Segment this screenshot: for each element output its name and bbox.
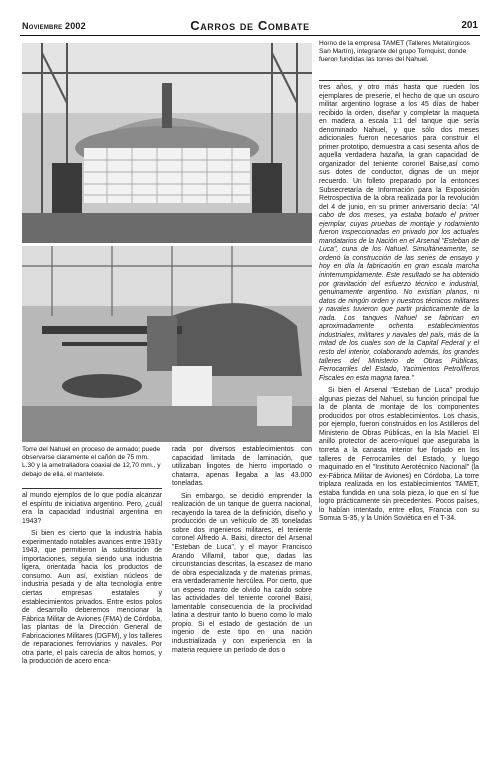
- paragraph: [319, 84, 479, 383]
- magazine-title: Carros de Combate: [190, 18, 310, 33]
- paragraph: al mundo ejemplos de lo que podía alcanzar el espíritu de iniciativa argentino. Pero, ¿cuál era la capacidad industrial argentina en 1943?: [22, 492, 162, 525]
- quote-text: "Al cabo de dos meses, ya estaba botado el primer ejemplar, cuyas pruebas de montaje y rodamiento fueron inspeccionadas en privado por los actuales mandatarios de la Nación en el Arsenal "Esteban de Luca", cuna de los Nahuel. Simultáneamente, se ordenó la construcción de las series de ensayo y hoy en día la fabricación en gran escala marcha ininterrumpidamente. Este resultado se ha obtenido por gravitación del esfuerzo técnico e industrial, genuinamente argentino. No existían planos, ni datos de ningún orden y nuestros técnicos militares y navales tuvieron que partir prácticamente de la nada. Los tanques Nahuel se fabrican en aproximadamente ochenta establecimientos industriales, militares y navales del país, más de la mitad de los cuales son de la Capital Federal y el resto del interior, colaborando además, los grandes talleres del Ministerio de Obras Públicas, Ferrocarriles del Estado, Yacimientos Petrolíferos Fiscales en esta magna tarea.": [319, 203, 480, 382]
- paragraph: Si bien el Arsenal "Esteban de Luca" produjo algunas piezas del Nahuel, su función principal fue la de planta de montaje de los componentes producidos por otros establecimientos. Los chasis, por ejemplo, fueron construidos en los Astilleros del Ministerio de Obras Públicas, en la Isla Maciel. El anillo protector de acero-níquel que aseguraba la torreta a la canasta interior fue forjado en los talleres de Ferrocarriles del Estado, y luego maquinado en el "Instituto Aerotécnico Nacional" (la ex-Fábrica Militar de Aviones) en Córdoba. La torre triplaza realizada en los establecimientos TAMET, estaba fundida en una sola pieza, lo que en sí fue logro prácticamente sin precedentes. Pocos países, lo habían intentado, entre ellos, Francia con su Somua S-35, y la Unión Soviética en el T-34.: [319, 387, 479, 523]
- paragraph: Si bien es cierto que la industria había experimentado notables avances entre 1931y 1943, que permitieron la substitución de importaciones, seguía siendo una industria ligera, orientada hacia los productos de consumo. Aun así, existían núcleos de industria pesada y de alta tecnología entre ciertas empresas estatales y establecimientos privados. Entre estos polos de desarrollo deberemos mencionar la Fábrica Militar de Aviones (FMA) de Córdoba, las plantas de la Dirección General de Fabricaciones Militares (DGFM), y los talleres de reparaciones ferroviarios y navales. Por otra parte, el país carecía de altos hornos, y la producción de acero enca-: [22, 530, 162, 666]
- header-rule: [20, 35, 480, 36]
- furnace-caption: Horno de la empresa TAMET (Talleres Metalúrgicos San Martín), integrante del grupo Tornquist, donde fueron fundidas las torres del Nahuel.: [319, 40, 470, 64]
- article-column-3: [319, 84, 479, 524]
- caption-separator-left: [22, 488, 162, 489]
- caption-separator: [319, 80, 479, 81]
- page-header: [20, 18, 480, 34]
- turret-caption: Torre del Nahuel en proceso de armado; puede observarse claramente el cañón de 75 mm. L.30 y la ametralladora coaxial de 12,70 mm., y debajo de ella, el mantelete.: [22, 446, 161, 478]
- paragraph: rada por diversos establecimientos con capacidad limitada de laminación, que utilizaban lingotes de hierro importado o chatarra, apenas llegaba a las 43.000 toneladas.: [172, 446, 312, 488]
- article-column-2: [172, 446, 312, 655]
- furnace-photo: [22, 43, 312, 243]
- page-number: 201: [461, 20, 478, 31]
- paragraph: Sin embargo, se decidió emprender la realización de un tanque de guerra nacional, recayendo la tarea de la definición, diseño y producción de un vehículo de 35 toneladas sobre dos ingenieros militares, el teniente coronel Alfredo A. Baisi, director del Arsenal "Esteban de Luca", y el mayor Francisco Arando Villamil, tabor que, dadas las circunstancias descritas, la escasez de mano de obra especializada y de materias primas, era verdaderamente hercúlea. Por cierto, que un espeso manto de olvido ha caído sobre las actividades del teniente coronel Baisi, lamentable consecuencia de la proclividad latina a destruir tanto lo bueno como lo malo propio. Si el estado de gestación de un ingenio de este tipo en una nación industrializada y con experiencia en la materia requiere un período de dos o: [172, 492, 312, 654]
- issue-date: Noviembre 2002: [22, 21, 86, 31]
- paragraph-text: tres años, y otro más hasta que rueden los ejemplares de preserie, el hecho de que un oscuro militar argentino lograse a los 45 días de haber recibido la orden, diseñar y completar la maqueta en madera a escala 1:1 del tanque que sería denominado Nahuel, y que sólo dos meses adicionales fueron necesarios para construir el primer prototipo, demuestra a casi sesenta años de aquella verdadera hazaña, la gran capacidad de organizador del teniente coronel Baise,así como sus dotes de conductor, dignas de un mejor recuerdo. Un folleto preparado por la entonces Subsecretaría de Información para la Exposición Retrospectiva de la obra realizada por la revolución del 4 de junio, en su primer aniversario decía:: [319, 84, 479, 211]
- article-column-1: [22, 492, 162, 667]
- turret-photo: [22, 246, 312, 442]
